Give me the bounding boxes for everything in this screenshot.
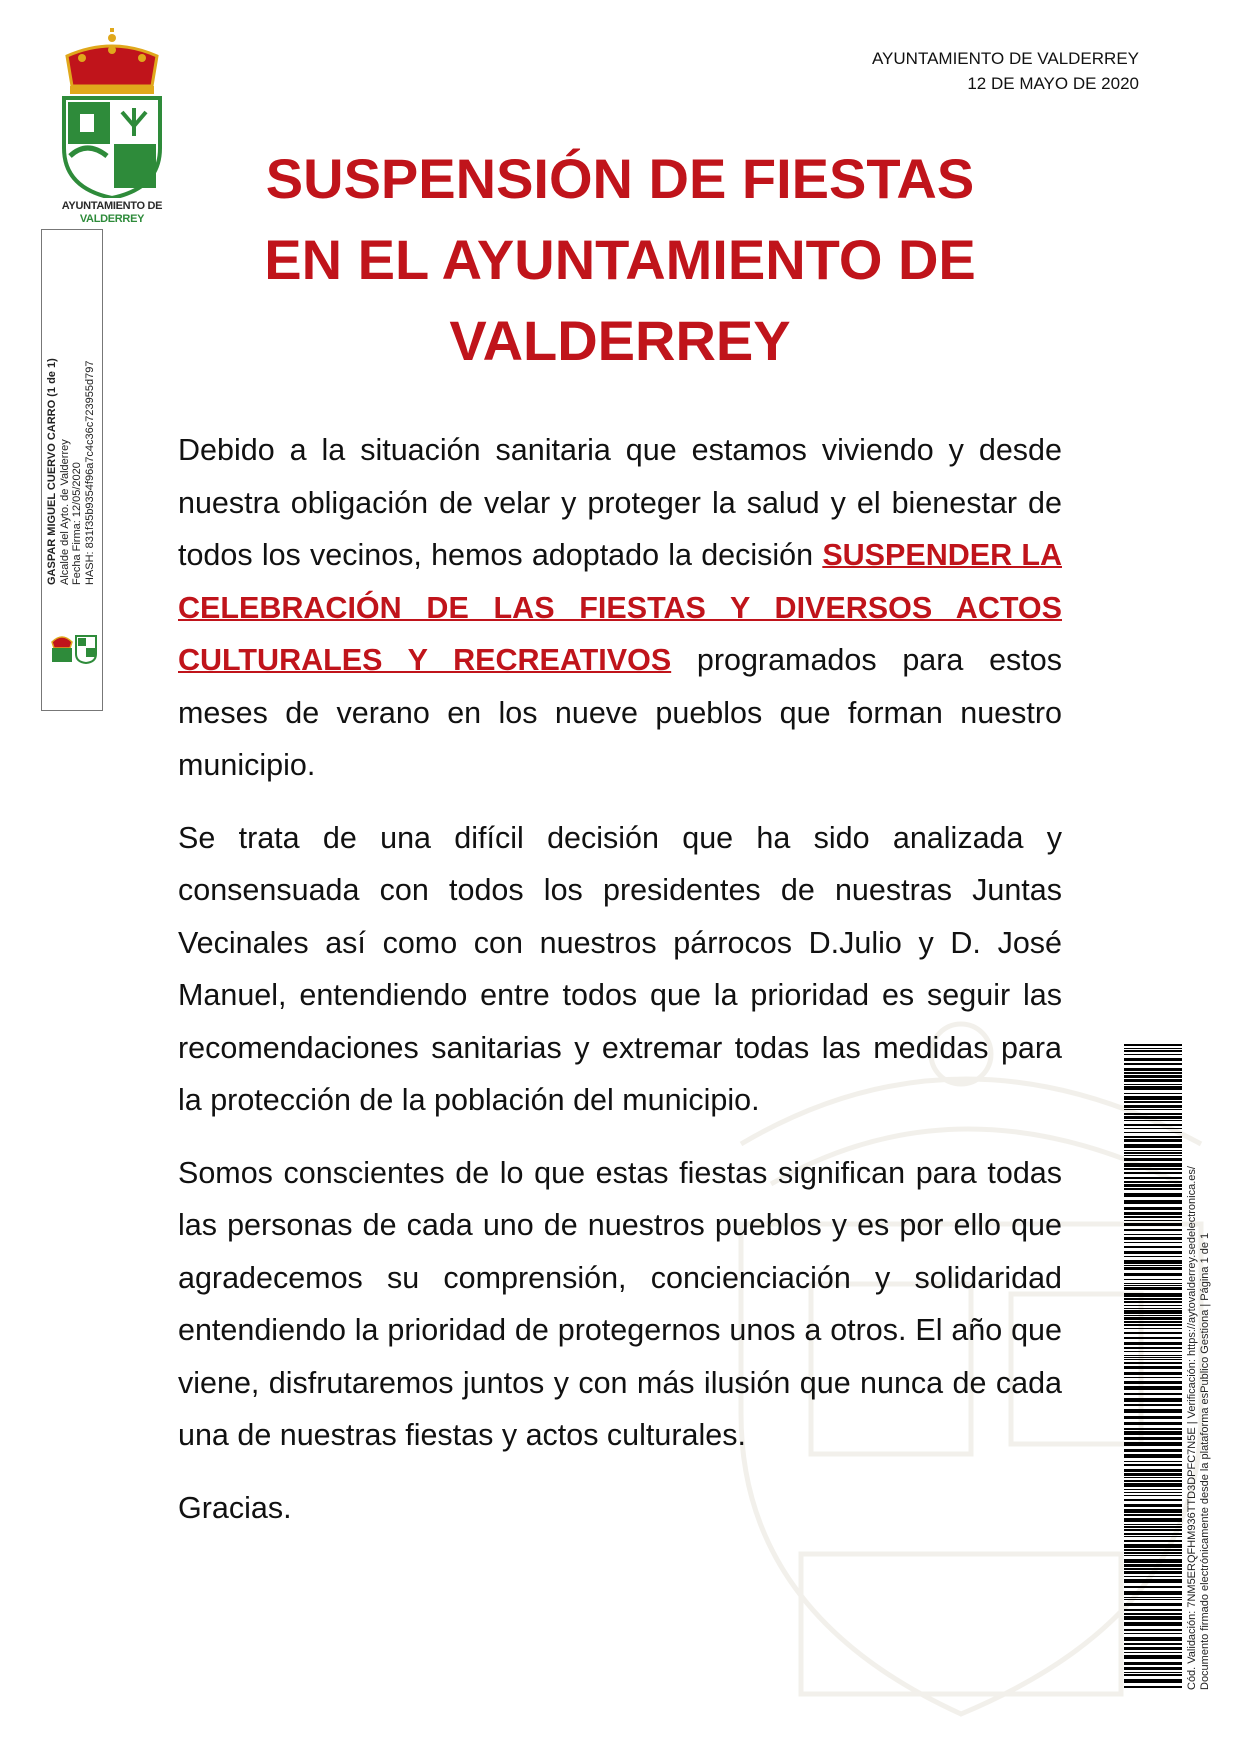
barcode-bar bbox=[1124, 1622, 1182, 1626]
barcode-bar bbox=[1124, 1599, 1182, 1600]
barcode-bar bbox=[1124, 1536, 1182, 1537]
verification-text bbox=[1186, 1045, 1212, 1690]
signature-role: Alcalde del Ayto. de Valderrey bbox=[58, 439, 71, 585]
barcode-bar bbox=[1124, 1317, 1182, 1320]
closing: Gracias. bbox=[178, 1490, 292, 1525]
barcode-bar bbox=[1124, 1431, 1182, 1435]
barcode-bar bbox=[1124, 1223, 1182, 1226]
barcode-bar bbox=[1124, 1072, 1182, 1074]
signature-mini-logo bbox=[48, 628, 100, 664]
header-organization: AYUNTAMIENTO DE VALDERREY bbox=[871, 49, 1139, 68]
document-title bbox=[170, 138, 1070, 381]
barcode-bar bbox=[1124, 1586, 1182, 1588]
barcode-bar bbox=[1124, 1246, 1182, 1248]
verification-line-1: Cód. Validación: 7NM5ERQFHM936TTD3DPFC7N5E | Verificación: https://aytovalderrey.sedelectronica.es/ bbox=[1186, 1166, 1198, 1690]
barcode-bar bbox=[1124, 1093, 1182, 1094]
barcode-bar bbox=[1124, 1128, 1182, 1129]
barcode-bar bbox=[1124, 1298, 1182, 1300]
barcode-bar bbox=[1124, 1075, 1182, 1078]
barcode-bar bbox=[1124, 1357, 1182, 1358]
barcode-bar bbox=[1124, 1063, 1182, 1065]
barcode-bar bbox=[1124, 1305, 1182, 1306]
barcode-bar bbox=[1124, 1437, 1182, 1440]
barcode-bar bbox=[1124, 1564, 1182, 1567]
barcode-bar bbox=[1124, 1328, 1182, 1329]
barcode-bar bbox=[1124, 1524, 1182, 1525]
barcode-bar bbox=[1124, 1518, 1182, 1522]
barcode-bar bbox=[1124, 1409, 1182, 1413]
barcode-bar bbox=[1124, 1672, 1182, 1673]
barcode-bar bbox=[1124, 1613, 1182, 1615]
barcode-bar bbox=[1124, 1287, 1182, 1290]
barcode-bar bbox=[1124, 1372, 1182, 1375]
barcode-bar bbox=[1124, 1381, 1182, 1384]
document-body bbox=[178, 424, 1062, 1554]
title-line-3: VALDERREY bbox=[449, 309, 791, 372]
barcode-bar bbox=[1124, 1469, 1182, 1472]
barcode-bar bbox=[1124, 1449, 1182, 1452]
barcode-bar bbox=[1124, 1674, 1182, 1676]
barcode-bar bbox=[1124, 1637, 1182, 1641]
barcode-bar bbox=[1124, 1267, 1182, 1270]
paragraph-2: Se trata de una difícil decisión que ha sido analizada y consensuada con todos los presidentes de nuestras Juntas Vecinales así como con nuestros párrocos D.Julio y D. José Manuel, entendiendo entre todos que la prioridad es seguir las recomendaciones sanitarias y extremar todas las medidas para la protección de la población del municipio. bbox=[178, 820, 1062, 1117]
barcode-bar bbox=[1124, 1568, 1182, 1570]
barcode-bar bbox=[1124, 1359, 1182, 1360]
barcode-bar bbox=[1124, 1514, 1182, 1516]
barcode-bar bbox=[1124, 1629, 1182, 1631]
barcode-bar bbox=[1124, 1242, 1182, 1243]
barcode-bar bbox=[1124, 1332, 1182, 1334]
barcode-bar bbox=[1124, 1163, 1182, 1167]
barcode-bar bbox=[1124, 1377, 1182, 1378]
barcode-bar bbox=[1124, 1301, 1182, 1303]
barcode-bar bbox=[1124, 1442, 1182, 1446]
barcode-bar bbox=[1124, 1260, 1182, 1264]
barcode-bar bbox=[1124, 1473, 1182, 1476]
barcode-bar bbox=[1124, 1105, 1182, 1108]
barcode-bar bbox=[1124, 1504, 1182, 1507]
barcode-bar bbox=[1124, 1285, 1182, 1286]
barcode-bar bbox=[1124, 1603, 1182, 1606]
barcode-bar bbox=[1124, 1495, 1182, 1496]
barcode-bar bbox=[1124, 1355, 1182, 1356]
logo-caption-line1: AYUNTAMIENTO DE bbox=[61, 200, 163, 212]
barcode-bar bbox=[1124, 1096, 1182, 1100]
barcode-bar bbox=[1124, 1552, 1182, 1554]
barcode-bar bbox=[1124, 1279, 1182, 1280]
barcode-bar bbox=[1124, 1643, 1182, 1645]
barcode-bar bbox=[1124, 1193, 1182, 1197]
barcode-bar bbox=[1124, 1158, 1182, 1161]
barcode-bar bbox=[1124, 1529, 1182, 1531]
barcode-bar bbox=[1124, 1477, 1182, 1478]
barcode-bar bbox=[1124, 1464, 1182, 1466]
barcode-bar bbox=[1124, 1207, 1182, 1210]
barcode-bar bbox=[1124, 1136, 1182, 1138]
barcode-bar bbox=[1124, 1398, 1182, 1402]
barcode-bar bbox=[1124, 1428, 1182, 1430]
barcode-bar bbox=[1124, 1362, 1182, 1364]
barcode-bar bbox=[1124, 1220, 1182, 1221]
barcode-bar bbox=[1124, 1576, 1182, 1577]
barcode-bar bbox=[1124, 1347, 1182, 1349]
barcode-bar bbox=[1124, 1181, 1182, 1183]
barcode-bar bbox=[1124, 1079, 1182, 1082]
barcode-bar bbox=[1124, 1188, 1182, 1190]
barcode-bar bbox=[1124, 1152, 1182, 1154]
barcode-bar bbox=[1124, 1533, 1182, 1535]
signature-signer: GASPAR MIGUEL CUERVO CARRO (1 de 1) bbox=[46, 358, 58, 585]
barcode-bar bbox=[1124, 1655, 1182, 1659]
barcode-bar bbox=[1124, 1273, 1182, 1276]
barcode-bar bbox=[1124, 1124, 1182, 1126]
barcode-bar bbox=[1124, 1184, 1182, 1187]
paragraph-3: Somos conscientes de lo que estas fiestas significan para todas las personas de cada uno de nuestros pueblos y es por ello que agradecemos su comprensión, concienciación y solidaridad entendiendo la prioridad de protegernos unos a otros. El año que viene, disfrutaremos juntos y con más ilusión que nunca de cada una de nuestras fiestas y actos culturales. bbox=[178, 1155, 1062, 1452]
barcode-bar bbox=[1124, 1200, 1182, 1204]
barcode-bar bbox=[1124, 1609, 1182, 1611]
title-line-2: EN EL AYUNTAMIENTO DE bbox=[264, 228, 976, 291]
barcode-bar bbox=[1124, 1422, 1182, 1425]
signature-date: Fecha Firma: 12/05/2020 bbox=[71, 462, 83, 585]
barcode-bar bbox=[1124, 1101, 1182, 1103]
barcode-bar bbox=[1124, 1555, 1182, 1556]
barcode-bar bbox=[1124, 1404, 1182, 1406]
barcode-bar bbox=[1124, 1086, 1182, 1090]
barcode-bar bbox=[1124, 1251, 1182, 1254]
barcode-bar bbox=[1124, 1256, 1182, 1257]
barcode-bar bbox=[1124, 1616, 1182, 1620]
paragraph-1-intro: Debido a la situación sanitaria que estamos viviendo y desde nuestra obligación de velar y proteger la salud y el bienestar de todos los vecinos, hemos adoptado la decisión bbox=[178, 433, 1062, 572]
barcode-bar bbox=[1124, 1337, 1182, 1339]
barcode-bar bbox=[1124, 1150, 1182, 1151]
barcode-bar bbox=[1124, 1084, 1182, 1085]
paragraph-1 bbox=[178, 424, 1062, 792]
suspension-highlight: SUSPENDER LA CELEBRACIÓN DE LAS FIESTAS Y DIVERSOS ACTOS CULTURALES Y RECREATIVOS bbox=[178, 538, 1062, 677]
barcode-bar bbox=[1124, 1113, 1182, 1115]
barcode-bar bbox=[1124, 1310, 1182, 1314]
barcode-bar bbox=[1124, 1461, 1182, 1462]
logo-caption-line2: VALDERREY bbox=[79, 213, 145, 225]
barcode-bar bbox=[1124, 1647, 1182, 1650]
barcode-bar bbox=[1124, 1342, 1182, 1345]
barcode-bar bbox=[1124, 1144, 1182, 1148]
verification-line-2: Documento firmado electrónicamente desde la plataforma esPublico Gestiona | Página 1 de 1 bbox=[1199, 1232, 1211, 1690]
header-date: 12 DE MAYO DE 2020 bbox=[967, 74, 1139, 93]
barcode-bar bbox=[1124, 1172, 1182, 1174]
barcode-bar bbox=[1124, 1132, 1182, 1133]
barcode-bar bbox=[1124, 1044, 1182, 1046]
barcode-bar bbox=[1124, 1571, 1182, 1574]
validation-barcode bbox=[1124, 1044, 1182, 1689]
barcode-bar bbox=[1124, 1168, 1182, 1170]
barcode-bar bbox=[1124, 1686, 1182, 1688]
barcode-bar bbox=[1124, 1483, 1182, 1487]
barcode-bar bbox=[1124, 1509, 1182, 1513]
barcode-bar bbox=[1124, 1315, 1182, 1316]
barcode-bar bbox=[1124, 1633, 1182, 1634]
barcode-bar bbox=[1124, 1139, 1182, 1142]
barcode-bar bbox=[1124, 1058, 1182, 1061]
barcode-bar bbox=[1124, 1293, 1182, 1297]
barcode-bar bbox=[1124, 1386, 1182, 1390]
title-line-1: SUSPENSIÓN DE FIESTAS bbox=[265, 147, 975, 210]
barcode-bar bbox=[1124, 1540, 1182, 1542]
barcode-bar bbox=[1124, 1549, 1182, 1551]
barcode-bar bbox=[1124, 1393, 1182, 1395]
barcode-bar bbox=[1124, 1216, 1182, 1218]
barcode-bar bbox=[1124, 1489, 1182, 1490]
barcode-bar bbox=[1124, 1579, 1182, 1583]
barcode-bar bbox=[1124, 1499, 1182, 1501]
document-header bbox=[872, 46, 1139, 96]
barcode-bar bbox=[1124, 1591, 1182, 1595]
barcode-bar bbox=[1124, 1234, 1182, 1235]
barcode-bar bbox=[1124, 1454, 1182, 1458]
barcode-bar bbox=[1124, 1416, 1182, 1419]
barcode-bar bbox=[1124, 1480, 1182, 1482]
barcode-bar bbox=[1124, 1229, 1182, 1231]
barcode-bar bbox=[1124, 1120, 1182, 1121]
barcode-bar bbox=[1124, 1324, 1182, 1326]
paragraph-1-outro: programados para estos meses de verano en los nueve pueblos que forman nuestro municipio. bbox=[178, 643, 1062, 782]
signature-stamp-text bbox=[46, 165, 96, 585]
barcode-bar bbox=[1124, 1662, 1182, 1665]
barcode-bar bbox=[1124, 1050, 1182, 1052]
barcode-bar bbox=[1124, 1597, 1182, 1598]
barcode-bar bbox=[1124, 1652, 1182, 1653]
barcode-bar bbox=[1124, 1492, 1182, 1493]
barcode-bar bbox=[1124, 1155, 1182, 1156]
barcode-bar bbox=[1124, 1308, 1182, 1309]
barcode-bar bbox=[1124, 1351, 1182, 1352]
barcode-bar bbox=[1124, 1237, 1182, 1240]
barcode-bar bbox=[1124, 1667, 1182, 1670]
barcode-bar bbox=[1124, 1116, 1182, 1119]
barcode-bar bbox=[1124, 1679, 1182, 1683]
barcode-bar bbox=[1124, 1544, 1182, 1548]
signature-hash: HASH: 831f35b9354f96a7c4c36c723955d797 bbox=[83, 360, 96, 585]
barcode-bar bbox=[1124, 1321, 1182, 1323]
barcode-bar bbox=[1124, 1526, 1182, 1528]
barcode-bar bbox=[1124, 1048, 1182, 1049]
barcode-bar bbox=[1124, 1212, 1182, 1215]
barcode-bar bbox=[1124, 1109, 1182, 1110]
barcode-bar bbox=[1124, 1068, 1182, 1071]
barcode-bar bbox=[1124, 1283, 1182, 1284]
barcode-bar bbox=[1124, 1054, 1182, 1055]
barcode-bar bbox=[1124, 1366, 1182, 1369]
barcode-bar bbox=[1124, 1559, 1182, 1563]
barcode-bar bbox=[1124, 1265, 1182, 1266]
barcode-bar bbox=[1124, 1177, 1182, 1179]
